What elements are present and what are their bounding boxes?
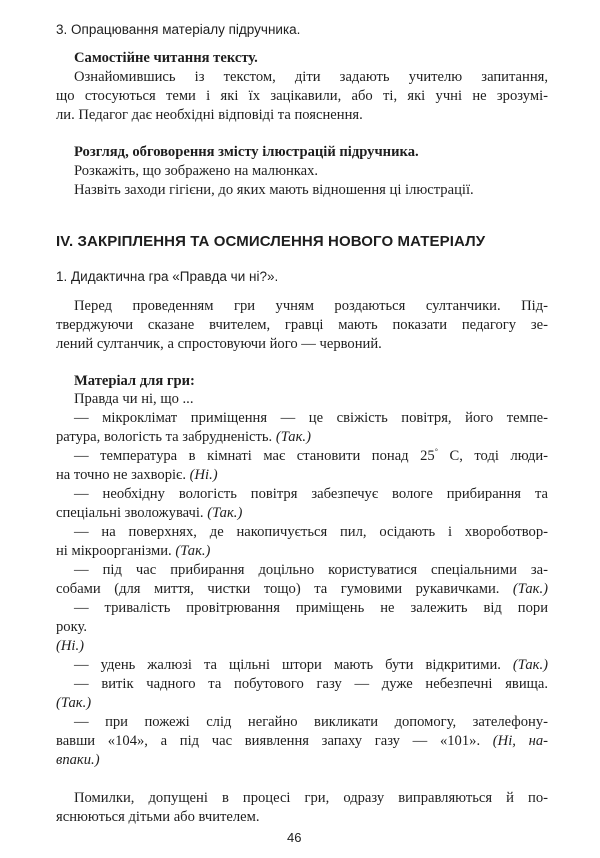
statement-3-line-1: — необхідну вологість повітря забезпечує вологе прибирання та <box>74 486 548 502</box>
statement-2-line-1: — температура в кімнаті має становити понад 25° С, тоді люди- <box>74 447 548 464</box>
statement-4-line-1: — на поверхнях, де накопичується пил, осідають і хвороботвор- <box>74 524 548 540</box>
statement-4-line-2: ні мікроорганізми. (Так.) <box>56 543 211 559</box>
answer-tak: (Так.) <box>175 543 211 559</box>
statement-2-line-2: на точно не захворіє. (Ні.) <box>56 467 218 483</box>
section-4-title: IV. ЗАКРІПЛЕННЯ ТА ОСМИСЛЕННЯ НОВОГО МАТЕРІАЛУ <box>56 233 486 250</box>
statement-5-line-1: — під час прибирання доцільно користуватися спеціальними за- <box>74 562 548 578</box>
block-2-heading: Розгляд, обговорення змісту ілюстрацій підручника. <box>74 144 419 160</box>
statement-1-line-1: — мікроклімат приміщення — це свіжість повітря, його темпе- <box>74 410 548 426</box>
intro-line-2: тверджуючи сказане вчителем, гравці мають показати педагогу зе- <box>56 317 548 333</box>
block-1-line-2: що стосуються теми і які їх зацікавили, або ті, які учні не зрозумі- <box>56 88 548 104</box>
statement-9-line-1: — при пожежі слід негайно викликати допомогу, зателефону- <box>74 714 548 730</box>
block-2-line-1: Розкажіть, що зображено на малюнках. <box>74 163 319 179</box>
page-number: 46 <box>287 830 302 845</box>
item-1-title: 1. Дидактична гра «Правда чи ні?». <box>56 269 279 284</box>
answer-tak: (Так.) <box>207 505 243 521</box>
statement-7-line-1: — удень жалюзі та щільні штори мають бути відкритими. (Так.) <box>74 657 548 673</box>
statement-8-answer <box>56 695 91 712</box>
statement-5-line-2: собами (для миття, чистки тощо) та гумовими рукавичками. (Так.) <box>56 581 548 597</box>
answer-tak: (Так.) <box>512 657 548 673</box>
statement-1-line-2: ратура, вологість та забрудненість. (Так.) <box>56 429 311 445</box>
answer-tak: (Так.) <box>56 695 92 711</box>
answer-ni-na: (Ні, на- <box>492 733 548 749</box>
closing-line-2: яснюються дітьми або вчителем. <box>56 809 260 825</box>
section-3-title: 3. Опрацювання матеріалу підручника. <box>56 22 301 37</box>
answer-tak: (Так.) <box>512 581 548 597</box>
material-intro: Правда чи ні, що ... <box>74 391 194 407</box>
answer-ni: (Ні.) <box>56 638 84 654</box>
material-heading: Матеріал для гри: <box>74 373 195 389</box>
statement-9-line-2: вавши «104», а під час виявлення запаху газу — «101». (Ні, на- <box>56 733 548 749</box>
block-1-heading: Самостійне читання тексту. <box>74 50 258 66</box>
answer-tak: (Так.) <box>275 429 311 445</box>
statement-9-line-3: впаки.) <box>56 752 100 768</box>
intro-line-1: Перед проведенням гри учням роздаються султанчики. Під- <box>74 298 548 314</box>
statement-6-line-2: року. <box>56 619 87 635</box>
statement-6-answer <box>56 638 84 655</box>
intro-line-3: лений султанчик, а спростовуючи його — червоний. <box>56 336 382 352</box>
statement-8-line-1: — витік чадного та побутового газу — дуже небезпечні явища. <box>74 676 548 692</box>
block-1-line-1: Ознайомившись із текстом, діти задають учителю запитання, <box>74 69 548 85</box>
closing-line-1: Помилки, допущені в процесі гри, одразу виправляються й по- <box>74 790 548 806</box>
statement-3-line-2: спеціальні зволожувачі. (Так.) <box>56 505 243 521</box>
answer-ni: (Ні.) <box>189 467 218 483</box>
statement-6-line-1: — тривалість провітрювання приміщень не залежить від пори <box>74 600 548 616</box>
block-2-line-2: Назвіть заходи гігієни, до яких мають відношення ці ілюстрації. <box>74 182 474 198</box>
block-1-line-3: ли. Педагог дає необхідні відповіді та пояснення. <box>56 107 363 123</box>
